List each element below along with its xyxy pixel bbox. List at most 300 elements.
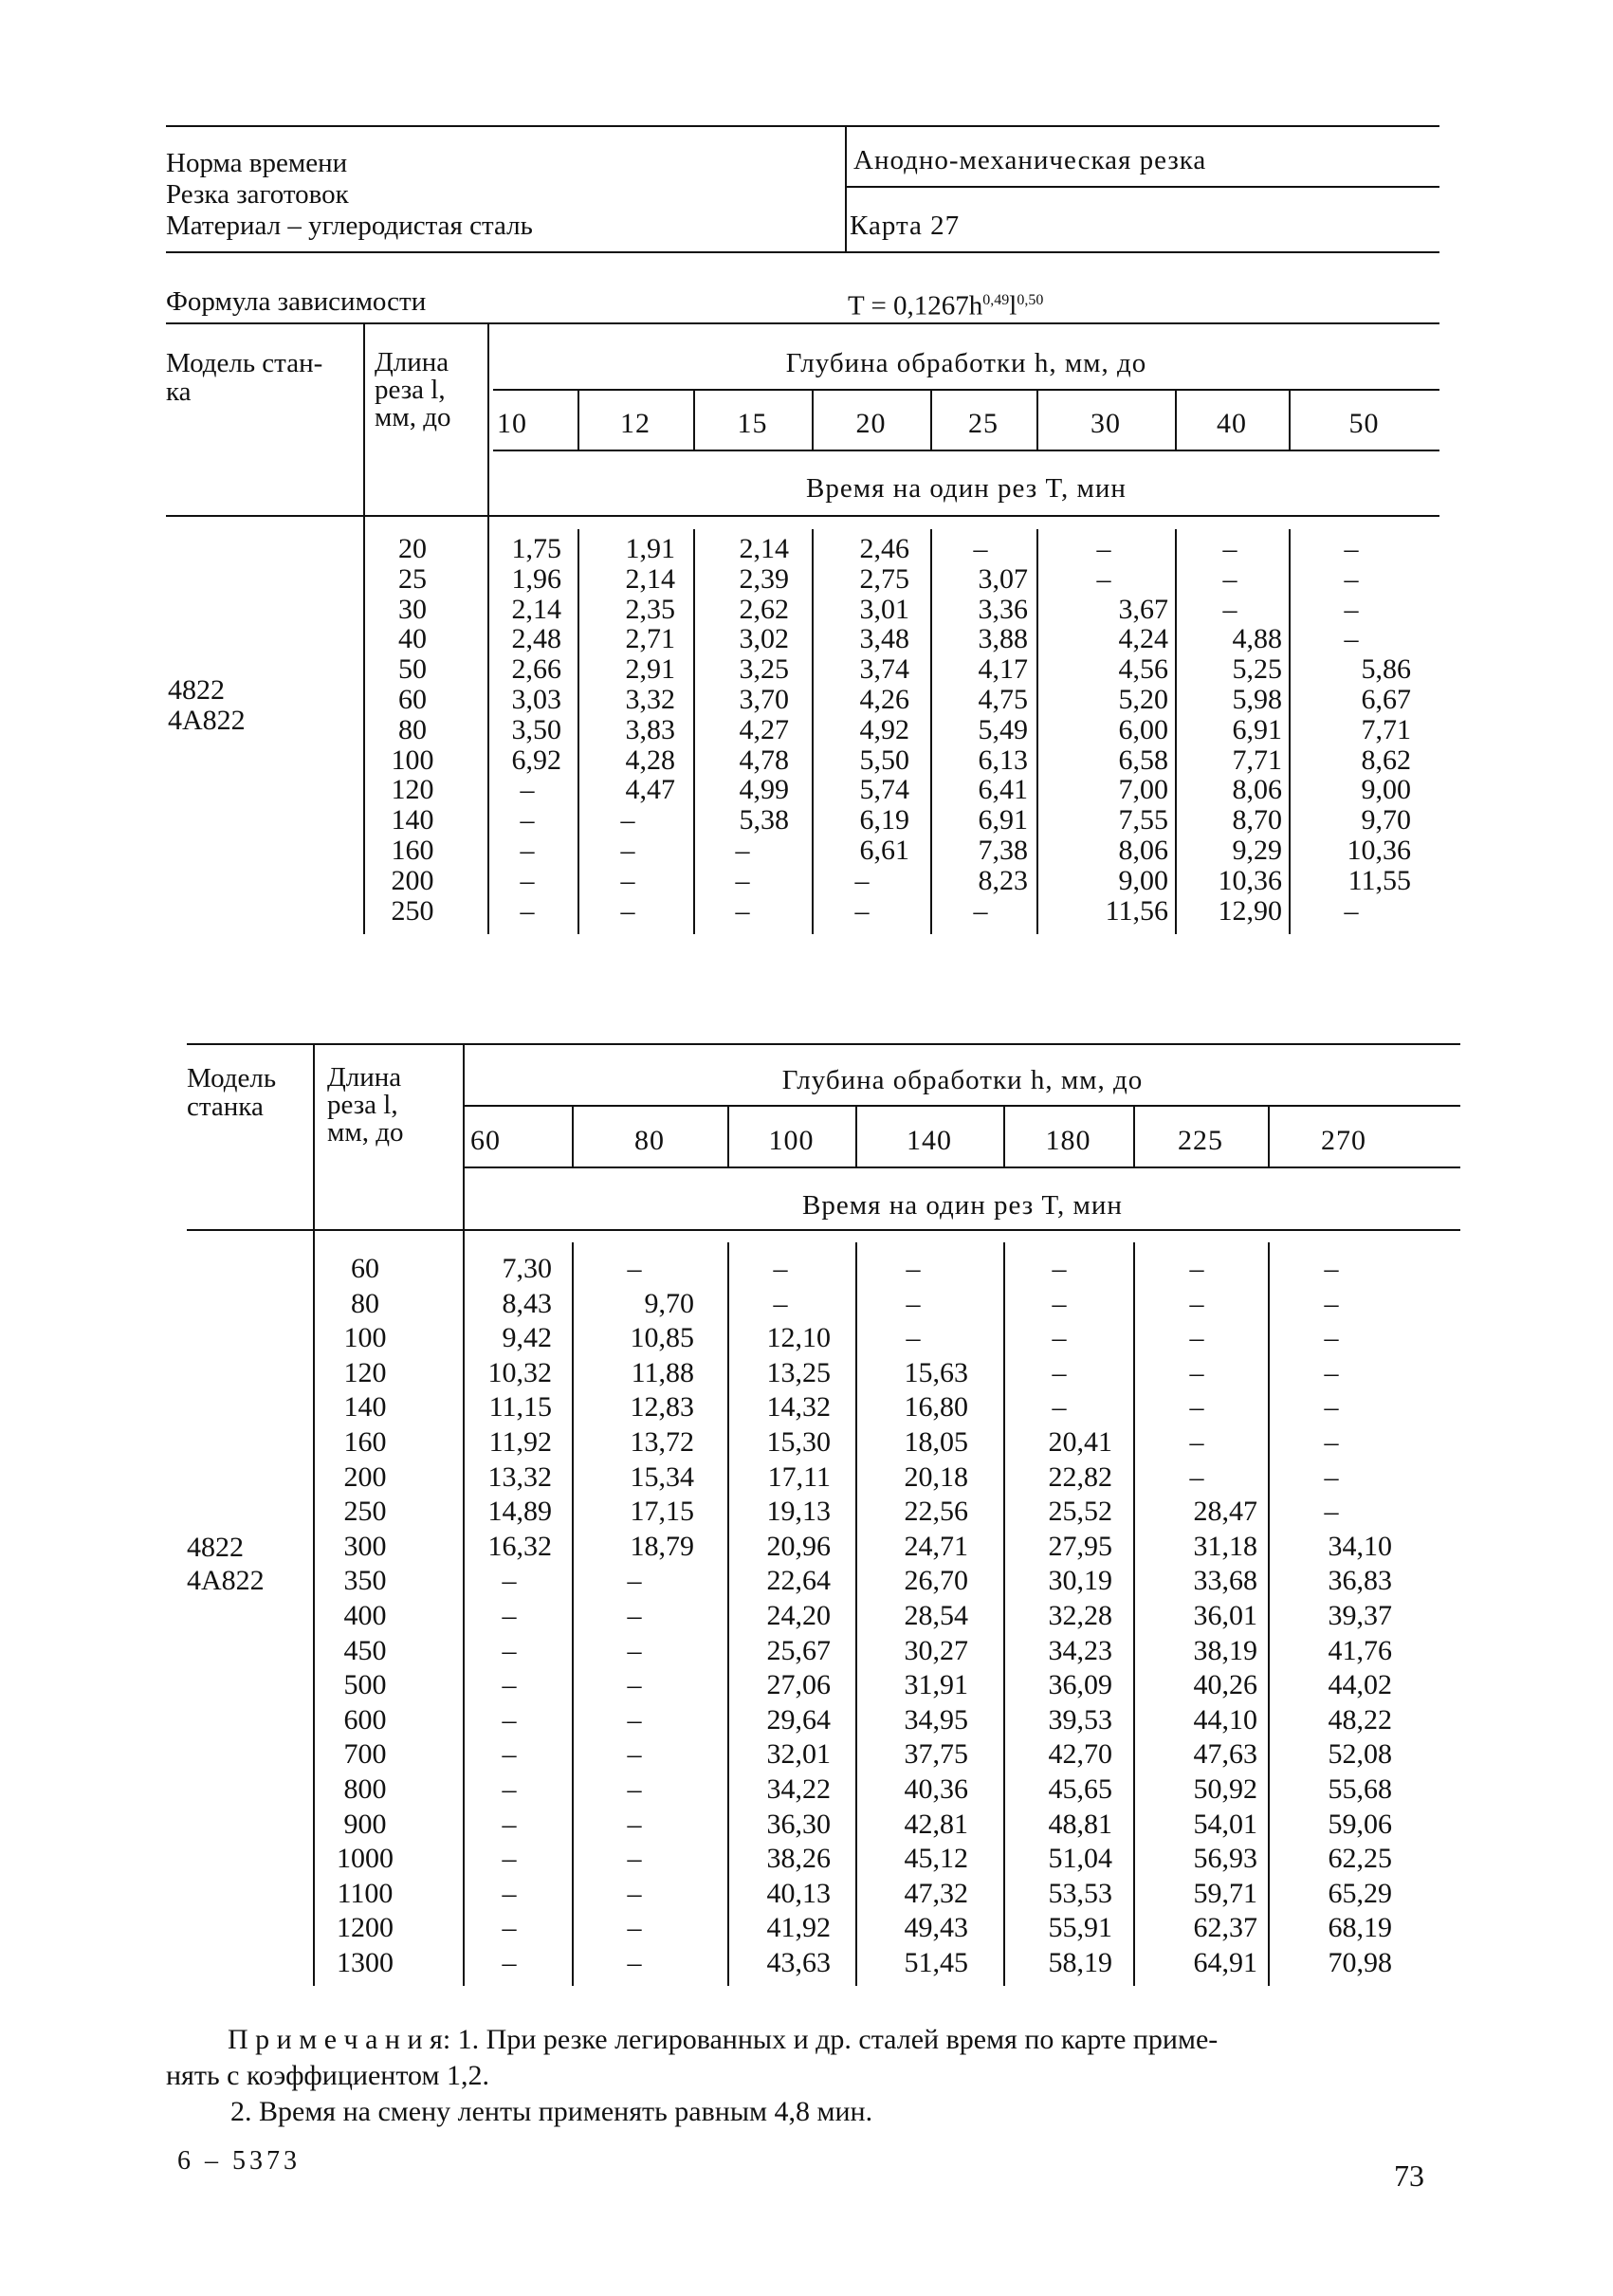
t2-value-cell: – bbox=[1324, 1253, 1339, 1284]
t2-depth-270: 270 bbox=[1321, 1125, 1366, 1156]
t1-value-cell: 5,49 bbox=[978, 713, 1028, 745]
t1-hdr-vline bbox=[693, 389, 695, 450]
t2-value-cell: 55,91 bbox=[1048, 1912, 1112, 1944]
t2-value-cell: 62,25 bbox=[1328, 1843, 1392, 1875]
t2-value-cell: 9,42 bbox=[502, 1322, 552, 1354]
t2-length-cell: 1300 bbox=[337, 1946, 394, 1978]
t1-depth-header: Глубина обработки h, мм, до bbox=[785, 348, 1147, 378]
t2-hdr-vline bbox=[1268, 1105, 1270, 1166]
t2-value-cell: 38,26 bbox=[766, 1843, 831, 1875]
t2-value-cell: 33,68 bbox=[1193, 1565, 1257, 1597]
t1-value-cell: – bbox=[1344, 894, 1359, 927]
t2-length-cell: 60 bbox=[351, 1253, 379, 1284]
t2-value-cell: – bbox=[627, 1808, 642, 1840]
t2-vline-model bbox=[313, 1043, 315, 1986]
t2-value-cell: – bbox=[627, 1703, 642, 1736]
t2-value-cell: 25,52 bbox=[1048, 1496, 1112, 1528]
t2-value-cell: 18,05 bbox=[904, 1425, 968, 1458]
t1-value-cell: 8,23 bbox=[978, 864, 1028, 896]
t2-value-cell: 41,76 bbox=[1328, 1634, 1392, 1666]
t1-value-cell: 3,74 bbox=[859, 653, 909, 686]
t2-value-cell: 22,82 bbox=[1048, 1460, 1112, 1493]
t2-depth-180: 180 bbox=[1045, 1125, 1091, 1156]
norm-line-1: Норма времени bbox=[166, 148, 348, 178]
t2-hdr-vline bbox=[1003, 1105, 1005, 1166]
t1-length-column bbox=[375, 534, 450, 926]
t2-value-cell: – bbox=[627, 1669, 642, 1701]
t2-depth-60: 60 bbox=[470, 1125, 501, 1156]
t1-value-cell: 4,28 bbox=[625, 744, 675, 776]
t2-value-cell: 12,10 bbox=[766, 1322, 831, 1354]
t1-value-cell: 6,13 bbox=[978, 744, 1028, 776]
t2-value-cell: – bbox=[502, 1669, 517, 1701]
t2-value-cell: 68,19 bbox=[1328, 1912, 1392, 1944]
t1-value-cell: 6,19 bbox=[859, 804, 909, 836]
t2-value-cell: – bbox=[1189, 1425, 1204, 1458]
t2-value-cell: 59,06 bbox=[1328, 1808, 1392, 1840]
t2-value-cell: 26,70 bbox=[904, 1565, 968, 1597]
t2-column-1 bbox=[575, 1252, 694, 1980]
t1-value-cell: 4,47 bbox=[625, 774, 675, 806]
t1-value-cell: 3,88 bbox=[978, 623, 1028, 655]
t2-value-cell: – bbox=[1189, 1460, 1204, 1493]
t2-value-cell: – bbox=[773, 1253, 788, 1284]
t1-value-cell: 2,66 bbox=[511, 653, 561, 686]
t1-model-names: 4822 4А822 bbox=[168, 674, 246, 736]
t1-depth-20: 20 bbox=[855, 408, 887, 439]
t2-length-cell: 300 bbox=[343, 1530, 387, 1562]
t2-length-header: Длина реза l, мм, до bbox=[327, 1062, 404, 1148]
t1-value-cell: 4,27 bbox=[739, 713, 789, 745]
t2-value-cell: 65,29 bbox=[1328, 1877, 1392, 1909]
t1-vline-length bbox=[487, 322, 489, 934]
t1-column-4 bbox=[933, 534, 1028, 926]
t1-column-3 bbox=[815, 534, 909, 926]
t1-body-vline bbox=[1036, 529, 1038, 934]
t2-value-cell: 15,63 bbox=[904, 1356, 968, 1388]
t1-value-cell: 4,78 bbox=[739, 744, 789, 776]
t1-column-1 bbox=[580, 534, 675, 926]
t2-value-cell: 44,10 bbox=[1193, 1703, 1257, 1736]
t1-column-7 bbox=[1292, 534, 1411, 926]
t2-value-cell: – bbox=[627, 1843, 642, 1875]
t1-value-cell: 7,00 bbox=[1118, 774, 1168, 806]
t2-value-cell: – bbox=[906, 1322, 921, 1354]
t1-value-cell: 4,75 bbox=[978, 683, 1028, 715]
t1-value-cell: – bbox=[520, 894, 535, 927]
t1-value-cell: – bbox=[520, 804, 535, 836]
t1-value-cell: 1,96 bbox=[511, 562, 561, 595]
t2-top-rule bbox=[187, 1043, 1460, 1045]
t2-length-cell: 450 bbox=[343, 1634, 387, 1666]
t1-value-cell: 3,32 bbox=[625, 683, 675, 715]
t1-value-cell: 8,06 bbox=[1232, 774, 1282, 806]
t2-value-cell: 24,20 bbox=[766, 1599, 831, 1631]
t2-value-cell: 38,19 bbox=[1193, 1634, 1257, 1666]
t2-value-cell: 22,56 bbox=[904, 1496, 968, 1528]
t2-value-cell: – bbox=[627, 1946, 642, 1978]
t1-value-cell: – bbox=[620, 834, 635, 866]
t2-value-cell: 20,96 bbox=[766, 1530, 831, 1562]
t1-value-cell: 3,25 bbox=[739, 653, 789, 686]
t1-value-cell: 5,86 bbox=[1361, 653, 1411, 686]
t2-value-cell: 17,15 bbox=[630, 1496, 694, 1528]
t1-value-cell: 4,24 bbox=[1118, 623, 1168, 655]
t2-model-names: 4822 4А822 bbox=[187, 1532, 265, 1596]
t1-value-cell: 7,38 bbox=[978, 834, 1028, 866]
t2-value-cell: 24,71 bbox=[904, 1530, 968, 1562]
t2-value-cell: 44,02 bbox=[1328, 1669, 1392, 1701]
t2-header-bottom-rule bbox=[187, 1229, 1460, 1231]
t2-value-cell: – bbox=[1189, 1253, 1204, 1284]
t2-value-cell: 29,64 bbox=[766, 1703, 831, 1736]
t2-value-cell: – bbox=[627, 1634, 642, 1666]
t2-value-cell: – bbox=[627, 1599, 642, 1631]
t2-body-vline bbox=[727, 1242, 729, 1986]
t1-body-vline bbox=[693, 529, 695, 934]
t2-value-cell: – bbox=[502, 1877, 517, 1909]
t2-value-cell: 56,93 bbox=[1193, 1843, 1257, 1875]
t2-value-cell: 10,85 bbox=[630, 1322, 694, 1354]
t1-value-cell: 2,14 bbox=[739, 533, 789, 564]
t1-value-cell: – bbox=[1222, 533, 1237, 564]
t1-length-cell: 250 bbox=[391, 894, 434, 927]
t1-depth-10: 10 bbox=[497, 408, 527, 439]
t2-value-cell: 31,91 bbox=[904, 1669, 968, 1701]
t2-length-cell: 400 bbox=[343, 1599, 387, 1631]
t2-length-cell: 100 bbox=[343, 1322, 387, 1354]
t2-value-cell: – bbox=[1052, 1391, 1067, 1424]
t2-value-cell: – bbox=[906, 1253, 921, 1284]
t1-depth-12: 12 bbox=[620, 408, 651, 439]
t2-column-6 bbox=[1271, 1252, 1392, 1980]
t2-value-cell: – bbox=[502, 1808, 517, 1840]
t1-value-cell: – bbox=[1096, 562, 1111, 595]
t2-value-cell: 43,63 bbox=[766, 1946, 831, 1978]
t1-value-cell: 4,17 bbox=[978, 653, 1028, 686]
t2-value-cell: 32,01 bbox=[766, 1738, 831, 1771]
t1-value-cell: 6,41 bbox=[978, 774, 1028, 806]
t1-value-cell: – bbox=[1222, 593, 1237, 625]
formula-rule bbox=[166, 322, 1439, 324]
t1-length-cell: 20 bbox=[398, 533, 427, 564]
t2-value-cell: 34,95 bbox=[904, 1703, 968, 1736]
t2-body-vline bbox=[572, 1242, 574, 1986]
t1-vline-model bbox=[363, 322, 365, 934]
t2-value-cell: 15,30 bbox=[766, 1425, 831, 1458]
t1-value-cell: 6,67 bbox=[1361, 683, 1411, 715]
t1-value-cell: 4,56 bbox=[1118, 653, 1168, 686]
t2-value-cell: – bbox=[502, 1599, 517, 1631]
t2-length-cell: 200 bbox=[343, 1460, 387, 1493]
t2-value-cell: – bbox=[627, 1877, 642, 1909]
t2-length-cell: 600 bbox=[343, 1703, 387, 1736]
t2-length-cell: 120 bbox=[343, 1356, 387, 1388]
t2-value-cell: 30,19 bbox=[1048, 1565, 1112, 1597]
t2-value-cell: 58,19 bbox=[1048, 1946, 1112, 1978]
t2-length-column bbox=[322, 1252, 408, 1980]
t1-value-cell: 1,75 bbox=[511, 533, 561, 564]
t2-value-cell: – bbox=[627, 1253, 642, 1284]
t1-value-cell: 6,91 bbox=[978, 804, 1028, 836]
t2-body-vline bbox=[855, 1242, 857, 1986]
t2-vline-length bbox=[463, 1043, 465, 1986]
t2-value-cell: 40,26 bbox=[1193, 1669, 1257, 1701]
t2-value-cell: – bbox=[1324, 1322, 1339, 1354]
t1-column-0 bbox=[493, 534, 561, 926]
t2-length-cell: 800 bbox=[343, 1773, 387, 1805]
t1-value-cell: 9,70 bbox=[1361, 804, 1411, 836]
notes-prefix: П р и м е ч а н и я: bbox=[228, 2024, 458, 2055]
t2-value-cell: 14,32 bbox=[766, 1391, 831, 1424]
formula-exp-l: 0,50 bbox=[1017, 292, 1044, 308]
t2-value-cell: 47,63 bbox=[1193, 1738, 1257, 1771]
t2-time-header: Время на один рез T, мин bbox=[802, 1190, 1123, 1221]
t1-value-cell: 9,29 bbox=[1232, 834, 1282, 866]
t2-value-cell: 30,27 bbox=[904, 1634, 968, 1666]
t1-value-cell: – bbox=[620, 894, 635, 927]
t2-value-cell: 62,37 bbox=[1193, 1912, 1257, 1944]
t1-value-cell: 3,02 bbox=[739, 623, 789, 655]
t1-body-vline bbox=[577, 529, 579, 934]
t2-value-cell: 9,70 bbox=[644, 1287, 694, 1319]
t2-value-cell: 40,36 bbox=[904, 1773, 968, 1805]
t2-depth-rule bbox=[465, 1105, 1460, 1107]
t2-value-cell: 52,08 bbox=[1328, 1738, 1392, 1771]
t2-depth-80: 80 bbox=[634, 1125, 665, 1156]
t2-value-cell: – bbox=[906, 1287, 921, 1319]
t2-column-4 bbox=[1006, 1252, 1112, 1980]
t1-value-cell: 5,20 bbox=[1118, 683, 1168, 715]
t1-column-2 bbox=[696, 534, 789, 926]
t2-value-cell: – bbox=[502, 1703, 517, 1736]
t2-value-cell: – bbox=[1189, 1391, 1204, 1424]
t2-value-cell: 13,72 bbox=[630, 1425, 694, 1458]
t1-value-cell: 8,06 bbox=[1118, 834, 1168, 866]
t2-length-cell: 160 bbox=[343, 1425, 387, 1458]
t2-column-0 bbox=[467, 1252, 552, 1980]
t2-body-vline bbox=[1133, 1242, 1135, 1986]
t1-value-cell: – bbox=[1344, 623, 1359, 655]
t2-value-cell: 36,01 bbox=[1193, 1599, 1257, 1631]
t2-value-cell: 17,11 bbox=[767, 1460, 831, 1493]
t2-column-5 bbox=[1136, 1252, 1257, 1980]
t2-value-cell: 7,30 bbox=[502, 1253, 552, 1284]
t1-depth-50: 50 bbox=[1348, 408, 1380, 439]
t2-length-cell: 1000 bbox=[337, 1843, 394, 1875]
t2-value-cell: – bbox=[773, 1287, 788, 1319]
t2-body-vline bbox=[1003, 1242, 1005, 1986]
t2-value-cell: 40,13 bbox=[766, 1877, 831, 1909]
t2-value-cell: 19,13 bbox=[766, 1496, 831, 1528]
t2-value-cell: 11,88 bbox=[631, 1356, 694, 1388]
t2-length-cell: 1100 bbox=[337, 1877, 394, 1909]
formula-l: l bbox=[1009, 290, 1017, 321]
t1-value-cell: 2,62 bbox=[739, 593, 789, 625]
t2-value-cell: 32,28 bbox=[1048, 1599, 1112, 1631]
t2-value-cell: – bbox=[502, 1773, 517, 1805]
t1-depth-values-rule bbox=[493, 450, 1439, 451]
t2-depth-100: 100 bbox=[768, 1125, 815, 1156]
t1-value-cell: – bbox=[735, 864, 750, 896]
t1-length-cell: 40 bbox=[398, 623, 427, 655]
t2-value-cell: – bbox=[1052, 1322, 1067, 1354]
t1-body-vline bbox=[1175, 529, 1177, 934]
t1-value-cell: – bbox=[1344, 562, 1359, 595]
page-number: 73 bbox=[1394, 2158, 1424, 2193]
t1-depth-40: 40 bbox=[1217, 408, 1247, 439]
t1-depth-25: 25 bbox=[968, 408, 999, 439]
t2-value-cell: – bbox=[502, 1634, 517, 1666]
t1-value-cell: – bbox=[1222, 562, 1237, 595]
t1-column-6 bbox=[1178, 534, 1282, 926]
t1-length-cell: 120 bbox=[391, 774, 434, 806]
t2-length-cell: 140 bbox=[343, 1391, 387, 1424]
t2-value-cell: 25,67 bbox=[766, 1634, 831, 1666]
t1-value-cell: – bbox=[1096, 533, 1111, 564]
t2-value-cell: 28,54 bbox=[904, 1599, 968, 1631]
header-mid-rule bbox=[845, 186, 1439, 188]
t1-value-cell: – bbox=[735, 834, 750, 866]
t2-length-cell: 250 bbox=[343, 1496, 387, 1528]
t1-value-cell: – bbox=[973, 533, 988, 564]
t1-length-cell: 140 bbox=[391, 804, 434, 836]
t1-value-cell: 8,70 bbox=[1232, 804, 1282, 836]
t2-value-cell: 59,71 bbox=[1193, 1877, 1257, 1909]
t2-value-cell: 18,79 bbox=[630, 1530, 694, 1562]
t2-value-cell: 13,25 bbox=[766, 1356, 831, 1388]
t1-value-cell: 2,14 bbox=[511, 593, 561, 625]
t1-value-cell: 11,56 bbox=[1105, 894, 1168, 927]
t2-value-cell: 36,30 bbox=[766, 1808, 831, 1840]
t1-value-cell: – bbox=[520, 834, 535, 866]
t1-value-cell: 2,14 bbox=[625, 562, 675, 595]
t1-length-cell: 50 bbox=[398, 653, 427, 686]
t1-body-vline bbox=[812, 529, 814, 934]
t1-body-vline bbox=[1289, 529, 1291, 934]
t2-hdr-vline bbox=[727, 1105, 729, 1166]
t1-value-cell: 2,39 bbox=[739, 562, 789, 595]
t1-value-cell: 5,74 bbox=[859, 774, 909, 806]
t2-value-cell: 47,32 bbox=[904, 1877, 968, 1909]
t1-value-cell: 6,58 bbox=[1118, 744, 1168, 776]
t1-value-cell: 5,25 bbox=[1232, 653, 1282, 686]
formula-exp-h: 0,49 bbox=[982, 292, 1010, 308]
t2-value-cell: 14,89 bbox=[487, 1496, 552, 1528]
t1-value-cell: 6,61 bbox=[859, 834, 909, 866]
t2-value-cell: 42,70 bbox=[1048, 1738, 1112, 1771]
norm-line-3: Материал – углеродистая сталь bbox=[166, 211, 533, 241]
t2-value-cell: 27,06 bbox=[766, 1669, 831, 1701]
t2-value-cell: – bbox=[627, 1912, 642, 1944]
t2-value-cell: 49,43 bbox=[904, 1912, 968, 1944]
t2-value-cell: 28,47 bbox=[1193, 1496, 1257, 1528]
t1-depth-15: 15 bbox=[737, 408, 768, 439]
t1-length-cell: 60 bbox=[398, 683, 427, 715]
t2-model-header: Модель станка bbox=[187, 1063, 277, 1122]
t1-value-cell: 3,83 bbox=[625, 713, 675, 745]
t2-value-cell: – bbox=[1324, 1287, 1339, 1319]
t2-value-cell: 15,34 bbox=[630, 1460, 694, 1493]
t1-value-cell: 3,67 bbox=[1118, 593, 1168, 625]
print-code: 6 – 5373 bbox=[177, 2146, 301, 2176]
t1-length-cell: 200 bbox=[391, 864, 434, 896]
t1-value-cell: – bbox=[854, 894, 870, 927]
t1-body-vline bbox=[930, 529, 932, 934]
t2-value-cell: 13,32 bbox=[487, 1460, 552, 1493]
t2-value-cell: 8,43 bbox=[502, 1287, 552, 1319]
t2-value-cell: 53,53 bbox=[1048, 1877, 1112, 1909]
t1-length-header: Длина реза l, мм, до bbox=[375, 347, 451, 432]
t2-value-cell: 37,75 bbox=[904, 1738, 968, 1771]
t1-value-cell: 8,62 bbox=[1361, 744, 1411, 776]
t1-length-cell: 30 bbox=[398, 593, 427, 625]
t1-value-cell: 2,71 bbox=[625, 623, 675, 655]
t1-value-cell: 10,36 bbox=[1347, 834, 1411, 866]
t2-value-cell: 10,32 bbox=[487, 1356, 552, 1388]
header-divider bbox=[845, 125, 847, 253]
t1-value-cell: – bbox=[520, 774, 535, 806]
t2-value-cell: 45,65 bbox=[1048, 1773, 1112, 1805]
t1-value-cell: – bbox=[1344, 533, 1359, 564]
t2-value-cell: – bbox=[1189, 1287, 1204, 1319]
t1-depth-30: 30 bbox=[1091, 408, 1121, 439]
t2-length-cell: 900 bbox=[343, 1808, 387, 1840]
t2-value-cell: – bbox=[1324, 1496, 1339, 1528]
t2-depth-header: Глубина обработки h, мм, до bbox=[781, 1065, 1144, 1095]
t2-value-cell: 48,81 bbox=[1048, 1808, 1112, 1840]
notes bbox=[166, 2022, 1456, 2130]
norm-title bbox=[166, 148, 533, 242]
t2-value-cell: – bbox=[1324, 1391, 1339, 1424]
t2-column-3 bbox=[858, 1252, 968, 1980]
t2-length-cell: 1200 bbox=[337, 1912, 394, 1944]
t2-value-cell: – bbox=[1324, 1425, 1339, 1458]
t1-value-cell: – bbox=[620, 864, 635, 896]
t1-value-cell: – bbox=[620, 804, 635, 836]
norm-line-2: Резка заготовок bbox=[166, 179, 349, 210]
operation-title: Анодно-механическая резка bbox=[853, 145, 1207, 175]
t2-value-cell: – bbox=[1324, 1356, 1339, 1388]
t1-value-cell: 4,99 bbox=[739, 774, 789, 806]
t1-value-cell: 2,91 bbox=[625, 653, 675, 686]
t2-value-cell: – bbox=[1189, 1356, 1204, 1388]
t2-value-cell: 48,22 bbox=[1328, 1703, 1392, 1736]
t2-value-cell: – bbox=[1052, 1287, 1067, 1319]
t1-value-cell: 2,46 bbox=[859, 533, 909, 564]
t1-value-cell: 5,38 bbox=[739, 804, 789, 836]
formula-expression bbox=[848, 285, 1043, 322]
t1-value-cell: 2,75 bbox=[859, 562, 909, 595]
t2-depth-140: 140 bbox=[907, 1125, 952, 1156]
t2-value-cell: 34,23 bbox=[1048, 1634, 1112, 1666]
t2-value-cell: 22,64 bbox=[766, 1565, 831, 1597]
t2-length-cell: 80 bbox=[351, 1287, 379, 1319]
t2-value-cell: – bbox=[502, 1946, 517, 1978]
t2-value-cell: 51,45 bbox=[904, 1946, 968, 1978]
t2-value-cell: 64,91 bbox=[1193, 1946, 1257, 1978]
t1-depth-rule bbox=[493, 389, 1439, 391]
t1-value-cell: 9,00 bbox=[1118, 864, 1168, 896]
t2-value-cell: 11,92 bbox=[488, 1425, 552, 1458]
t2-column-2 bbox=[730, 1252, 831, 1980]
t1-hdr-vline bbox=[577, 389, 579, 450]
t2-value-cell: 36,09 bbox=[1048, 1669, 1112, 1701]
t1-value-cell: 3,36 bbox=[978, 593, 1028, 625]
t1-value-cell: 5,50 bbox=[859, 744, 909, 776]
t1-value-cell: 4,92 bbox=[859, 713, 909, 745]
t1-time-header: Время на один рез T, мин bbox=[806, 473, 1127, 504]
